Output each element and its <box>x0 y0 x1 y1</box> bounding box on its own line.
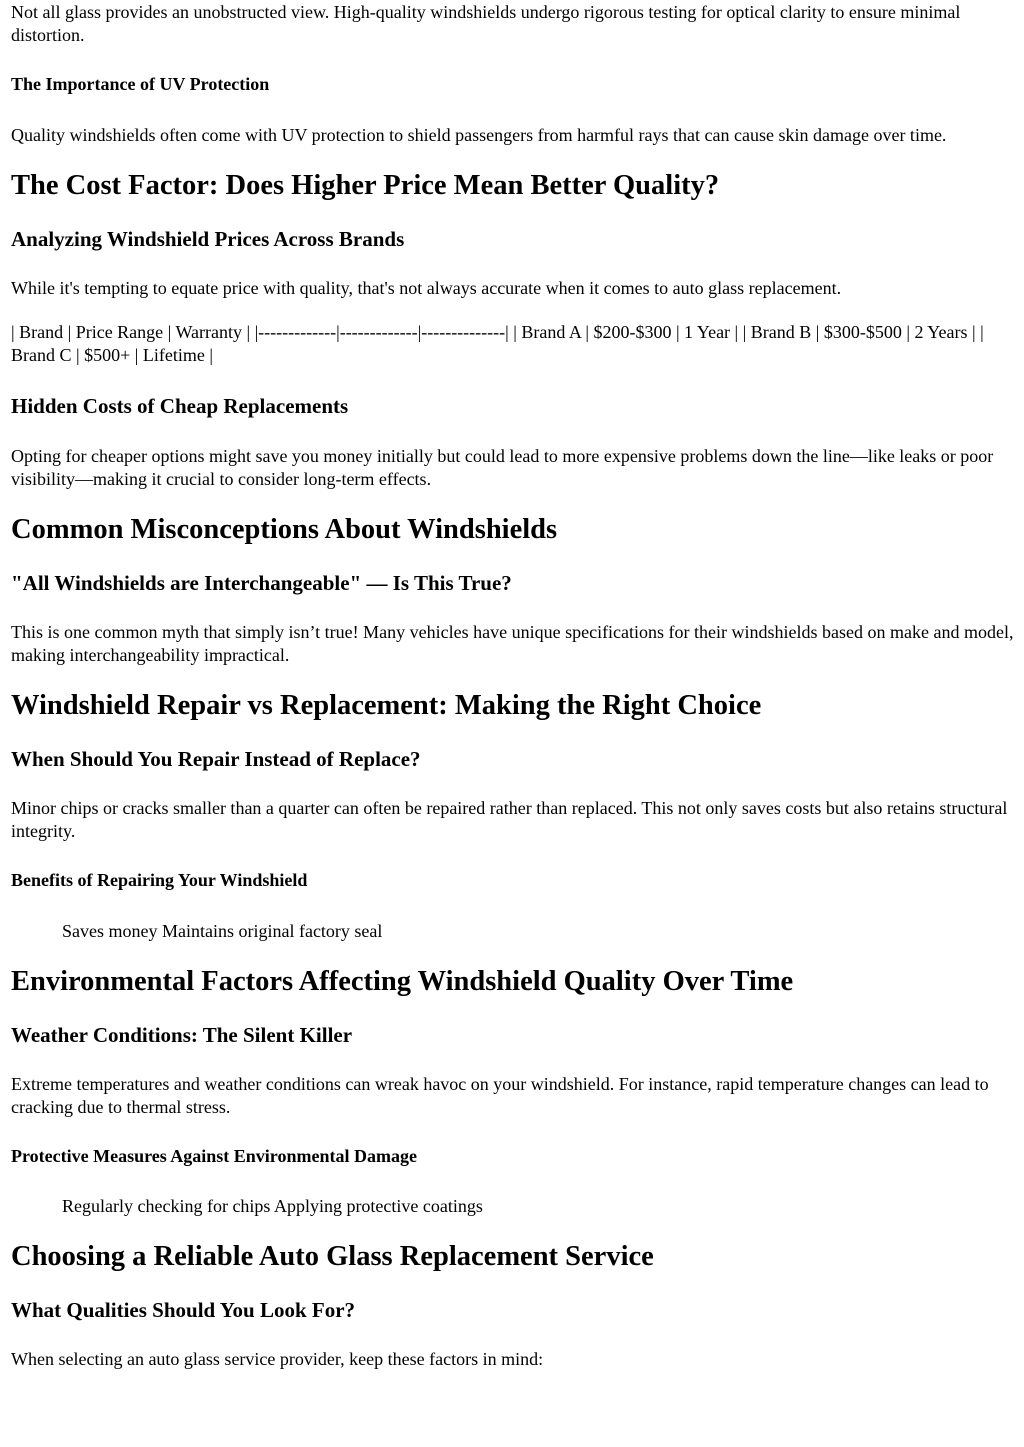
heading-repair-vs-replacement: Windshield Repair vs Replacement: Making the Right Choice <box>11 690 762 721</box>
heading-misconceptions: Common Misconceptions About Windshields <box>11 514 558 545</box>
heading-environmental-factors: Environmental Factors Affecting Windshield Quality Over Time <box>11 966 794 997</box>
heading-analyzing-prices: Analyzing Windshield Prices Across Brands <box>11 227 405 251</box>
heading-weather-conditions: Weather Conditions: The Silent Killer <box>11 1023 353 1047</box>
list-protective-measures: Regularly checking for chips Applying protective coatings <box>62 1196 483 1216</box>
list-benefits-repairing: Saves money Maintains original factory seal <box>62 921 383 941</box>
heading-choosing-service: Choosing a Reliable Auto Glass Replacement Service <box>11 1241 654 1272</box>
article-body <box>0 1 1024 1371</box>
heading-cost-factor: The Cost Factor: Does Higher Price Mean Better Quality? <box>11 170 720 201</box>
paragraph-uv-protection: Quality windshields often come with UV protection to shield passengers from harmful rays that can cause skin damage over time. <box>11 125 947 145</box>
paragraph-qualities: When selecting an auto glass service provider, keep these factors in mind: <box>11 1349 544 1369</box>
heading-benefits-repairing: Benefits of Repairing Your Windshield <box>11 870 308 890</box>
paragraph-when-repair: Minor chips or cracks smaller than a quarter can often be repaired rather than replaced. This not only saves costs but also retains structural integrity. <box>11 798 1008 841</box>
paragraph-analyzing-prices: While it's tempting to equate price with quality, that's not always accurate when it comes to auto glass replacement. <box>11 278 842 298</box>
heading-qualities: What Qualities Should You Look For? <box>11 1298 356 1322</box>
heading-when-repair: When Should You Repair Instead of Replace? <box>11 747 421 771</box>
paragraph-interchangeable: This is one common myth that simply isn’t true! Many vehicles have unique specifications for their windshields based on make and model, making interchangeability impractical. <box>11 622 1014 665</box>
paragraph-distortion: Not all glass provides an unobstructed view. High-quality windshields undergo rigorous testing for optical clarity to ensure minimal distortion. <box>11 2 961 45</box>
paragraph-price-table: | Brand | Price Range | Warranty | |-------------|-------------|--------------| | Brand A | $200-$300 | 1 Year | | Brand B | $300-$500 | 2 Years | | Brand C | $500+ | Lifetime | <box>11 322 984 365</box>
paragraph-hidden-costs: Opting for cheaper options might save you money initially but could lead to more expensive problems down the line—like leaks or poor visibility—making it crucial to consider long-term effects. <box>11 446 994 489</box>
heading-protective-measures: Protective Measures Against Environmental Damage <box>11 1146 417 1166</box>
heading-hidden-costs: Hidden Costs of Cheap Replacements <box>11 394 349 418</box>
heading-uv-protection: The Importance of UV Protection <box>11 74 270 94</box>
heading-interchangeable: "All Windshields are Interchangeable" — Is This True? <box>11 571 512 595</box>
paragraph-weather-conditions: Extreme temperatures and weather conditions can wreak havoc on your windshield. For instance, rapid temperature changes can lead to cracking due to thermal stress. <box>11 1074 989 1117</box>
